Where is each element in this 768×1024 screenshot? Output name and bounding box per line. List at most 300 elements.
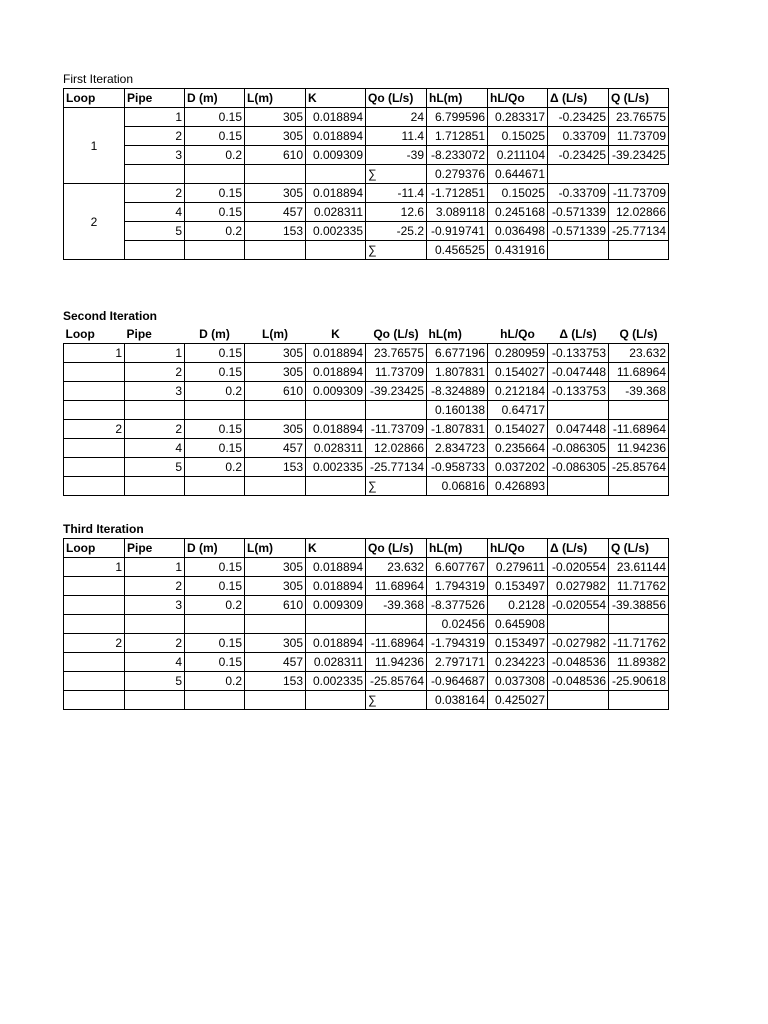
- section-title: Second Iteration: [63, 309, 158, 323]
- diameter-cell: 0.15: [185, 577, 245, 596]
- diameter-cell: 0.15: [185, 203, 245, 222]
- table-row: [64, 439, 669, 458]
- empty-cell: [306, 401, 366, 420]
- hl-qo-cell: 0.037202: [488, 458, 548, 477]
- empty-cell: [306, 691, 366, 710]
- table-row: [64, 596, 669, 615]
- delta-cell: -0.133753: [548, 382, 609, 401]
- empty-cell: [609, 165, 669, 184]
- hl-qo-cell: 0.154027: [488, 420, 548, 439]
- pipe-cell: 2: [125, 634, 185, 653]
- hl-cell: -0.919741: [427, 222, 488, 241]
- empty-cell: [185, 691, 245, 710]
- empty-cell: [185, 401, 245, 420]
- empty-cell: [64, 615, 125, 634]
- diameter-cell: 0.2: [185, 672, 245, 691]
- k-cell: 0.028311: [306, 203, 366, 222]
- hl-qo-cell: 0.2128: [488, 596, 548, 615]
- hl-cell: -1.794319: [427, 634, 488, 653]
- delta-cell: -0.133753: [548, 344, 609, 363]
- empty-cell: [245, 165, 306, 184]
- length-cell: 457: [245, 653, 306, 672]
- k-cell: 0.009309: [306, 146, 366, 165]
- table-row: [64, 146, 669, 165]
- table-row: [64, 382, 669, 401]
- q-cell: -25.85764: [609, 458, 669, 477]
- hl-cell: 2.834723: [427, 439, 488, 458]
- header-length: L(m): [245, 89, 306, 108]
- empty-cell: [306, 615, 366, 634]
- sum-hl: 0.160138: [427, 401, 488, 420]
- pipe-cell: 5: [125, 222, 185, 241]
- q-cell: -25.90618: [609, 672, 669, 691]
- delta-cell: -0.086305: [548, 458, 609, 477]
- q-cell: -11.68964: [609, 420, 669, 439]
- table-row: [64, 420, 669, 439]
- diameter-cell: 0.2: [185, 146, 245, 165]
- section-title: First Iteration: [63, 72, 134, 86]
- qo-cell: 23.632: [366, 558, 427, 577]
- header-pipe: Pipe: [126, 327, 152, 341]
- header-diameter: D (m): [185, 539, 245, 558]
- header-q: Q (L/s): [619, 327, 658, 341]
- empty-cell: [548, 615, 609, 634]
- length-cell: 305: [245, 108, 306, 127]
- hl-cell: -8.233072: [427, 146, 488, 165]
- table-row: [64, 127, 669, 146]
- section-title: Third Iteration: [63, 522, 144, 536]
- qo-cell: -11.4: [366, 184, 427, 203]
- delta-cell: 0.33709: [548, 127, 609, 146]
- q-cell: -11.73709: [609, 184, 669, 203]
- empty-cell: [64, 672, 125, 691]
- header-hl: hL(m): [428, 327, 462, 341]
- empty-cell: [306, 477, 366, 496]
- qo-cell: -25.77134: [366, 458, 427, 477]
- k-cell: 0.018894: [306, 363, 366, 382]
- diameter-cell: 0.15: [185, 634, 245, 653]
- table-row: [64, 184, 669, 203]
- empty-cell: [609, 241, 669, 260]
- table-row: [64, 203, 669, 222]
- qo-cell: -39.368: [366, 596, 427, 615]
- diameter-cell: 0.2: [185, 458, 245, 477]
- q-cell: 23.76575: [609, 108, 669, 127]
- table-row: [64, 577, 669, 596]
- q-cell: -39.38856: [609, 596, 669, 615]
- loop-label: 1: [64, 344, 125, 363]
- qo-cell: 24: [366, 108, 427, 127]
- empty-cell: [64, 382, 125, 401]
- pipe-cell: 2: [125, 127, 185, 146]
- header-loop: Loop: [64, 89, 125, 108]
- k-cell: 0.018894: [306, 127, 366, 146]
- hl-qo-cell: 0.234223: [488, 653, 548, 672]
- empty-cell: [548, 691, 609, 710]
- length-cell: 153: [245, 458, 306, 477]
- qo-cell: -39.23425: [366, 382, 427, 401]
- k-cell: 0.002335: [306, 672, 366, 691]
- length-cell: 610: [245, 596, 306, 615]
- q-cell: -25.77134: [609, 222, 669, 241]
- length-cell: 305: [245, 127, 306, 146]
- diameter-cell: 0.15: [185, 439, 245, 458]
- hl-qo-cell: 0.15025: [488, 184, 548, 203]
- empty-cell: [245, 615, 306, 634]
- empty-cell: [245, 241, 306, 260]
- table-row: [64, 458, 669, 477]
- table-row: [64, 672, 669, 691]
- hl-cell: -0.964687: [427, 672, 488, 691]
- hl-cell: 6.677196: [427, 344, 488, 363]
- diameter-cell: 0.15: [185, 184, 245, 203]
- pipe-cell: 1: [125, 344, 185, 363]
- k-cell: 0.018894: [306, 108, 366, 127]
- hl-qo-cell: 0.245168: [488, 203, 548, 222]
- length-cell: 305: [245, 363, 306, 382]
- header-loop: Loop: [65, 327, 95, 341]
- delta-cell: -0.23425: [548, 108, 609, 127]
- hl-cell: 1.794319: [427, 577, 488, 596]
- q-cell: 23.632: [609, 344, 669, 363]
- header-delta: Δ (L/s): [548, 539, 609, 558]
- delta-cell: -0.048536: [548, 653, 609, 672]
- pipe-cell: 1: [125, 558, 185, 577]
- header-diameter: D (m): [185, 89, 245, 108]
- length-cell: 305: [245, 577, 306, 596]
- empty-cell: [64, 596, 125, 615]
- qo-cell: -11.73709: [366, 420, 427, 439]
- k-cell: 0.018894: [306, 184, 366, 203]
- length-cell: 305: [245, 558, 306, 577]
- empty-cell: [548, 241, 609, 260]
- loop-label: 2: [64, 420, 125, 439]
- empty-cell: [245, 401, 306, 420]
- table-row: [64, 108, 669, 127]
- empty-cell: [125, 165, 185, 184]
- k-cell: 0.018894: [306, 577, 366, 596]
- hl-qo-cell: 0.15025: [488, 127, 548, 146]
- diameter-cell: 0.15: [185, 127, 245, 146]
- empty-cell: [125, 615, 185, 634]
- q-cell: 12.02866: [609, 203, 669, 222]
- hl-cell: -0.958733: [427, 458, 488, 477]
- sum-hl: 0.038164: [427, 691, 488, 710]
- hl-qo-cell: 0.283317: [488, 108, 548, 127]
- third-iteration-section: [63, 520, 669, 710]
- empty-cell: [185, 615, 245, 634]
- sum-symbol: ∑: [366, 477, 427, 496]
- pipe-cell: 4: [125, 653, 185, 672]
- delta-cell: -0.571339: [548, 222, 609, 241]
- sum-symbol: ∑: [366, 691, 427, 710]
- delta-cell: -0.23425: [548, 146, 609, 165]
- length-cell: 305: [245, 420, 306, 439]
- header-k: K: [331, 327, 340, 341]
- header-hl-qo: hL/Qo: [488, 89, 548, 108]
- k-cell: 0.018894: [306, 420, 366, 439]
- empty-cell: [64, 653, 125, 672]
- empty-cell: [64, 439, 125, 458]
- length-cell: 153: [245, 222, 306, 241]
- pipe-cell: 5: [125, 672, 185, 691]
- table-row: [64, 653, 669, 672]
- empty-cell: [548, 477, 609, 496]
- k-cell: 0.018894: [306, 344, 366, 363]
- empty-cell: [306, 165, 366, 184]
- empty-cell: [64, 691, 125, 710]
- delta-cell: 0.027982: [548, 577, 609, 596]
- empty-cell: [125, 241, 185, 260]
- sum-hl-qo: 0.644671: [488, 165, 548, 184]
- delta-cell: -0.086305: [548, 439, 609, 458]
- k-cell: 0.009309: [306, 596, 366, 615]
- empty-cell: [245, 691, 306, 710]
- diameter-cell: 0.15: [185, 344, 245, 363]
- length-cell: 610: [245, 146, 306, 165]
- loop-label: 1: [64, 558, 125, 577]
- header-hl-qo: hL/Qo: [488, 539, 548, 558]
- table-row: [64, 222, 669, 241]
- length-cell: 305: [245, 344, 306, 363]
- delta-cell: 0.047448: [548, 420, 609, 439]
- hl-qo-cell: 0.212184: [488, 382, 548, 401]
- diameter-cell: 0.15: [185, 108, 245, 127]
- empty-cell: [64, 458, 125, 477]
- hl-cell: -1.712851: [427, 184, 488, 203]
- delta-cell: -0.048536: [548, 672, 609, 691]
- hl-qo-cell: 0.153497: [488, 577, 548, 596]
- empty-cell: [125, 691, 185, 710]
- sum-row: [64, 691, 669, 710]
- sum-symbol: ∑: [366, 241, 427, 260]
- sum-row: [64, 401, 669, 420]
- diameter-cell: 0.2: [185, 596, 245, 615]
- qo-cell: 11.94236: [366, 653, 427, 672]
- empty-cell: [64, 477, 125, 496]
- k-cell: 0.028311: [306, 439, 366, 458]
- hl-cell: 6.607767: [427, 558, 488, 577]
- header-hl-qo: hL/Qo: [500, 327, 535, 341]
- hl-cell: -8.324889: [427, 382, 488, 401]
- qo-cell: 12.6: [366, 203, 427, 222]
- qo-cell: 11.4: [366, 127, 427, 146]
- diameter-cell: 0.2: [185, 382, 245, 401]
- header-row: [64, 89, 669, 108]
- diameter-cell: 0.15: [185, 558, 245, 577]
- qo-cell: -25.85764: [366, 672, 427, 691]
- length-cell: 457: [245, 439, 306, 458]
- delta-cell: -0.047448: [548, 363, 609, 382]
- sum-hl-qo: 0.425027: [488, 691, 548, 710]
- empty-cell: [609, 691, 669, 710]
- empty-cell: [245, 477, 306, 496]
- k-cell: 0.002335: [306, 222, 366, 241]
- pipe-cell: 2: [125, 363, 185, 382]
- q-cell: 11.71762: [609, 577, 669, 596]
- empty-cell: [609, 401, 669, 420]
- header-pipe: Pipe: [125, 89, 185, 108]
- header-pipe: Pipe: [125, 539, 185, 558]
- hl-cell: 6.799596: [427, 108, 488, 127]
- header-hl: hL(m): [427, 89, 488, 108]
- delta-cell: -0.020554: [548, 596, 609, 615]
- sum-row: [64, 477, 669, 496]
- sum-row: [64, 241, 669, 260]
- empty-cell: [125, 477, 185, 496]
- q-cell: 11.94236: [609, 439, 669, 458]
- diameter-cell: 0.15: [185, 363, 245, 382]
- header-row: [64, 325, 669, 344]
- hl-cell: 1.712851: [427, 127, 488, 146]
- hl-qo-cell: 0.154027: [488, 363, 548, 382]
- hl-cell: -1.807831: [427, 420, 488, 439]
- qo-cell: 11.73709: [366, 363, 427, 382]
- length-cell: 457: [245, 203, 306, 222]
- hl-cell: -8.377526: [427, 596, 488, 615]
- pipe-cell: 3: [125, 596, 185, 615]
- sum-row: [64, 615, 669, 634]
- delta-cell: -0.020554: [548, 558, 609, 577]
- length-cell: 153: [245, 672, 306, 691]
- empty-cell: [548, 401, 609, 420]
- empty-cell: [64, 577, 125, 596]
- second-iteration-section: [63, 307, 669, 496]
- delta-cell: -0.027982: [548, 634, 609, 653]
- header-row: [64, 539, 669, 558]
- sum-symbol: ∑: [366, 165, 427, 184]
- k-cell: 0.018894: [306, 558, 366, 577]
- sum-hl: 0.279376: [427, 165, 488, 184]
- hl-qo-cell: 0.153497: [488, 634, 548, 653]
- sum-symbol: [366, 401, 427, 420]
- pipe-cell: 3: [125, 382, 185, 401]
- qo-cell: 12.02866: [366, 439, 427, 458]
- empty-cell: [306, 241, 366, 260]
- header-loop: Loop: [64, 539, 125, 558]
- loop-label: 2: [64, 634, 125, 653]
- header-q: Q (L/s): [609, 89, 669, 108]
- hl-qo-cell: 0.037308: [488, 672, 548, 691]
- table-row: [64, 634, 669, 653]
- q-cell: -39.368: [609, 382, 669, 401]
- sum-hl: 0.456525: [427, 241, 488, 260]
- header-qo: Qo (L/s): [366, 539, 427, 558]
- delta-cell: -0.33709: [548, 184, 609, 203]
- empty-cell: [609, 615, 669, 634]
- empty-cell: [64, 401, 125, 420]
- q-cell: 11.68964: [609, 363, 669, 382]
- sum-hl: 0.06816: [427, 477, 488, 496]
- pipe-cell: 4: [125, 439, 185, 458]
- q-cell: 11.73709: [609, 127, 669, 146]
- diameter-cell: 0.2: [185, 222, 245, 241]
- table-row: [64, 363, 669, 382]
- qo-cell: -11.68964: [366, 634, 427, 653]
- hl-qo-cell: 0.279611: [488, 558, 548, 577]
- header-k: K: [306, 539, 366, 558]
- empty-cell: [185, 477, 245, 496]
- length-cell: 305: [245, 184, 306, 203]
- hl-cell: 3.089118: [427, 203, 488, 222]
- pipe-cell: 5: [125, 458, 185, 477]
- sum-row: [64, 165, 669, 184]
- diameter-cell: 0.15: [185, 420, 245, 439]
- sum-hl: 0.02456: [427, 615, 488, 634]
- sum-hl-qo: 0.645908: [488, 615, 548, 634]
- loop-label: 1: [64, 108, 125, 184]
- second-iteration-table: [63, 325, 669, 496]
- header-q: Q (L/s): [609, 539, 669, 558]
- hl-qo-cell: 0.036498: [488, 222, 548, 241]
- header-delta: Δ (L/s): [548, 89, 609, 108]
- k-cell: 0.009309: [306, 382, 366, 401]
- length-cell: 305: [245, 634, 306, 653]
- k-cell: 0.002335: [306, 458, 366, 477]
- sum-hl-qo: 0.431916: [488, 241, 548, 260]
- sum-hl-qo: 0.64717: [488, 401, 548, 420]
- header-length: L(m): [245, 539, 306, 558]
- first-iteration-table: [63, 88, 669, 260]
- third-iteration-table: [63, 538, 669, 710]
- hl-cell: 1.807831: [427, 363, 488, 382]
- q-cell: 11.89382: [609, 653, 669, 672]
- pipe-cell: 2: [125, 184, 185, 203]
- sum-symbol: [366, 615, 427, 634]
- hl-cell: 2.797171: [427, 653, 488, 672]
- header-qo: Qo (L/s): [366, 89, 427, 108]
- pipe-cell: 3: [125, 146, 185, 165]
- pipe-cell: 4: [125, 203, 185, 222]
- hl-qo-cell: 0.211104: [488, 146, 548, 165]
- loop-label: 2: [64, 184, 125, 260]
- header-k: K: [306, 89, 366, 108]
- qo-cell: 23.76575: [366, 344, 427, 363]
- hl-qo-cell: 0.235664: [488, 439, 548, 458]
- first-iteration-section: [63, 70, 669, 260]
- empty-cell: [125, 401, 185, 420]
- header-qo: Qo (L/s): [373, 327, 419, 341]
- qo-cell: -39: [366, 146, 427, 165]
- delta-cell: -0.571339: [548, 203, 609, 222]
- header-diameter: D (m): [199, 327, 230, 341]
- pipe-cell: 2: [125, 420, 185, 439]
- k-cell: 0.018894: [306, 634, 366, 653]
- sum-hl-qo: 0.426893: [488, 477, 548, 496]
- diameter-cell: 0.15: [185, 653, 245, 672]
- header-delta: Δ (L/s): [559, 327, 597, 341]
- empty-cell: [548, 165, 609, 184]
- header-hl: hL(m): [427, 539, 488, 558]
- table-row: [64, 558, 669, 577]
- q-cell: 23.61144: [609, 558, 669, 577]
- qo-cell: 11.68964: [366, 577, 427, 596]
- empty-cell: [609, 477, 669, 496]
- pipe-cell: 2: [125, 577, 185, 596]
- empty-cell: [64, 363, 125, 382]
- qo-cell: -25.2: [366, 222, 427, 241]
- q-cell: -39.23425: [609, 146, 669, 165]
- hl-qo-cell: 0.280959: [488, 344, 548, 363]
- empty-cell: [185, 241, 245, 260]
- table-row: [64, 344, 669, 363]
- empty-cell: [185, 165, 245, 184]
- header-length: L(m): [262, 327, 288, 341]
- pipe-cell: 1: [125, 108, 185, 127]
- length-cell: 610: [245, 382, 306, 401]
- q-cell: -11.71762: [609, 634, 669, 653]
- k-cell: 0.028311: [306, 653, 366, 672]
